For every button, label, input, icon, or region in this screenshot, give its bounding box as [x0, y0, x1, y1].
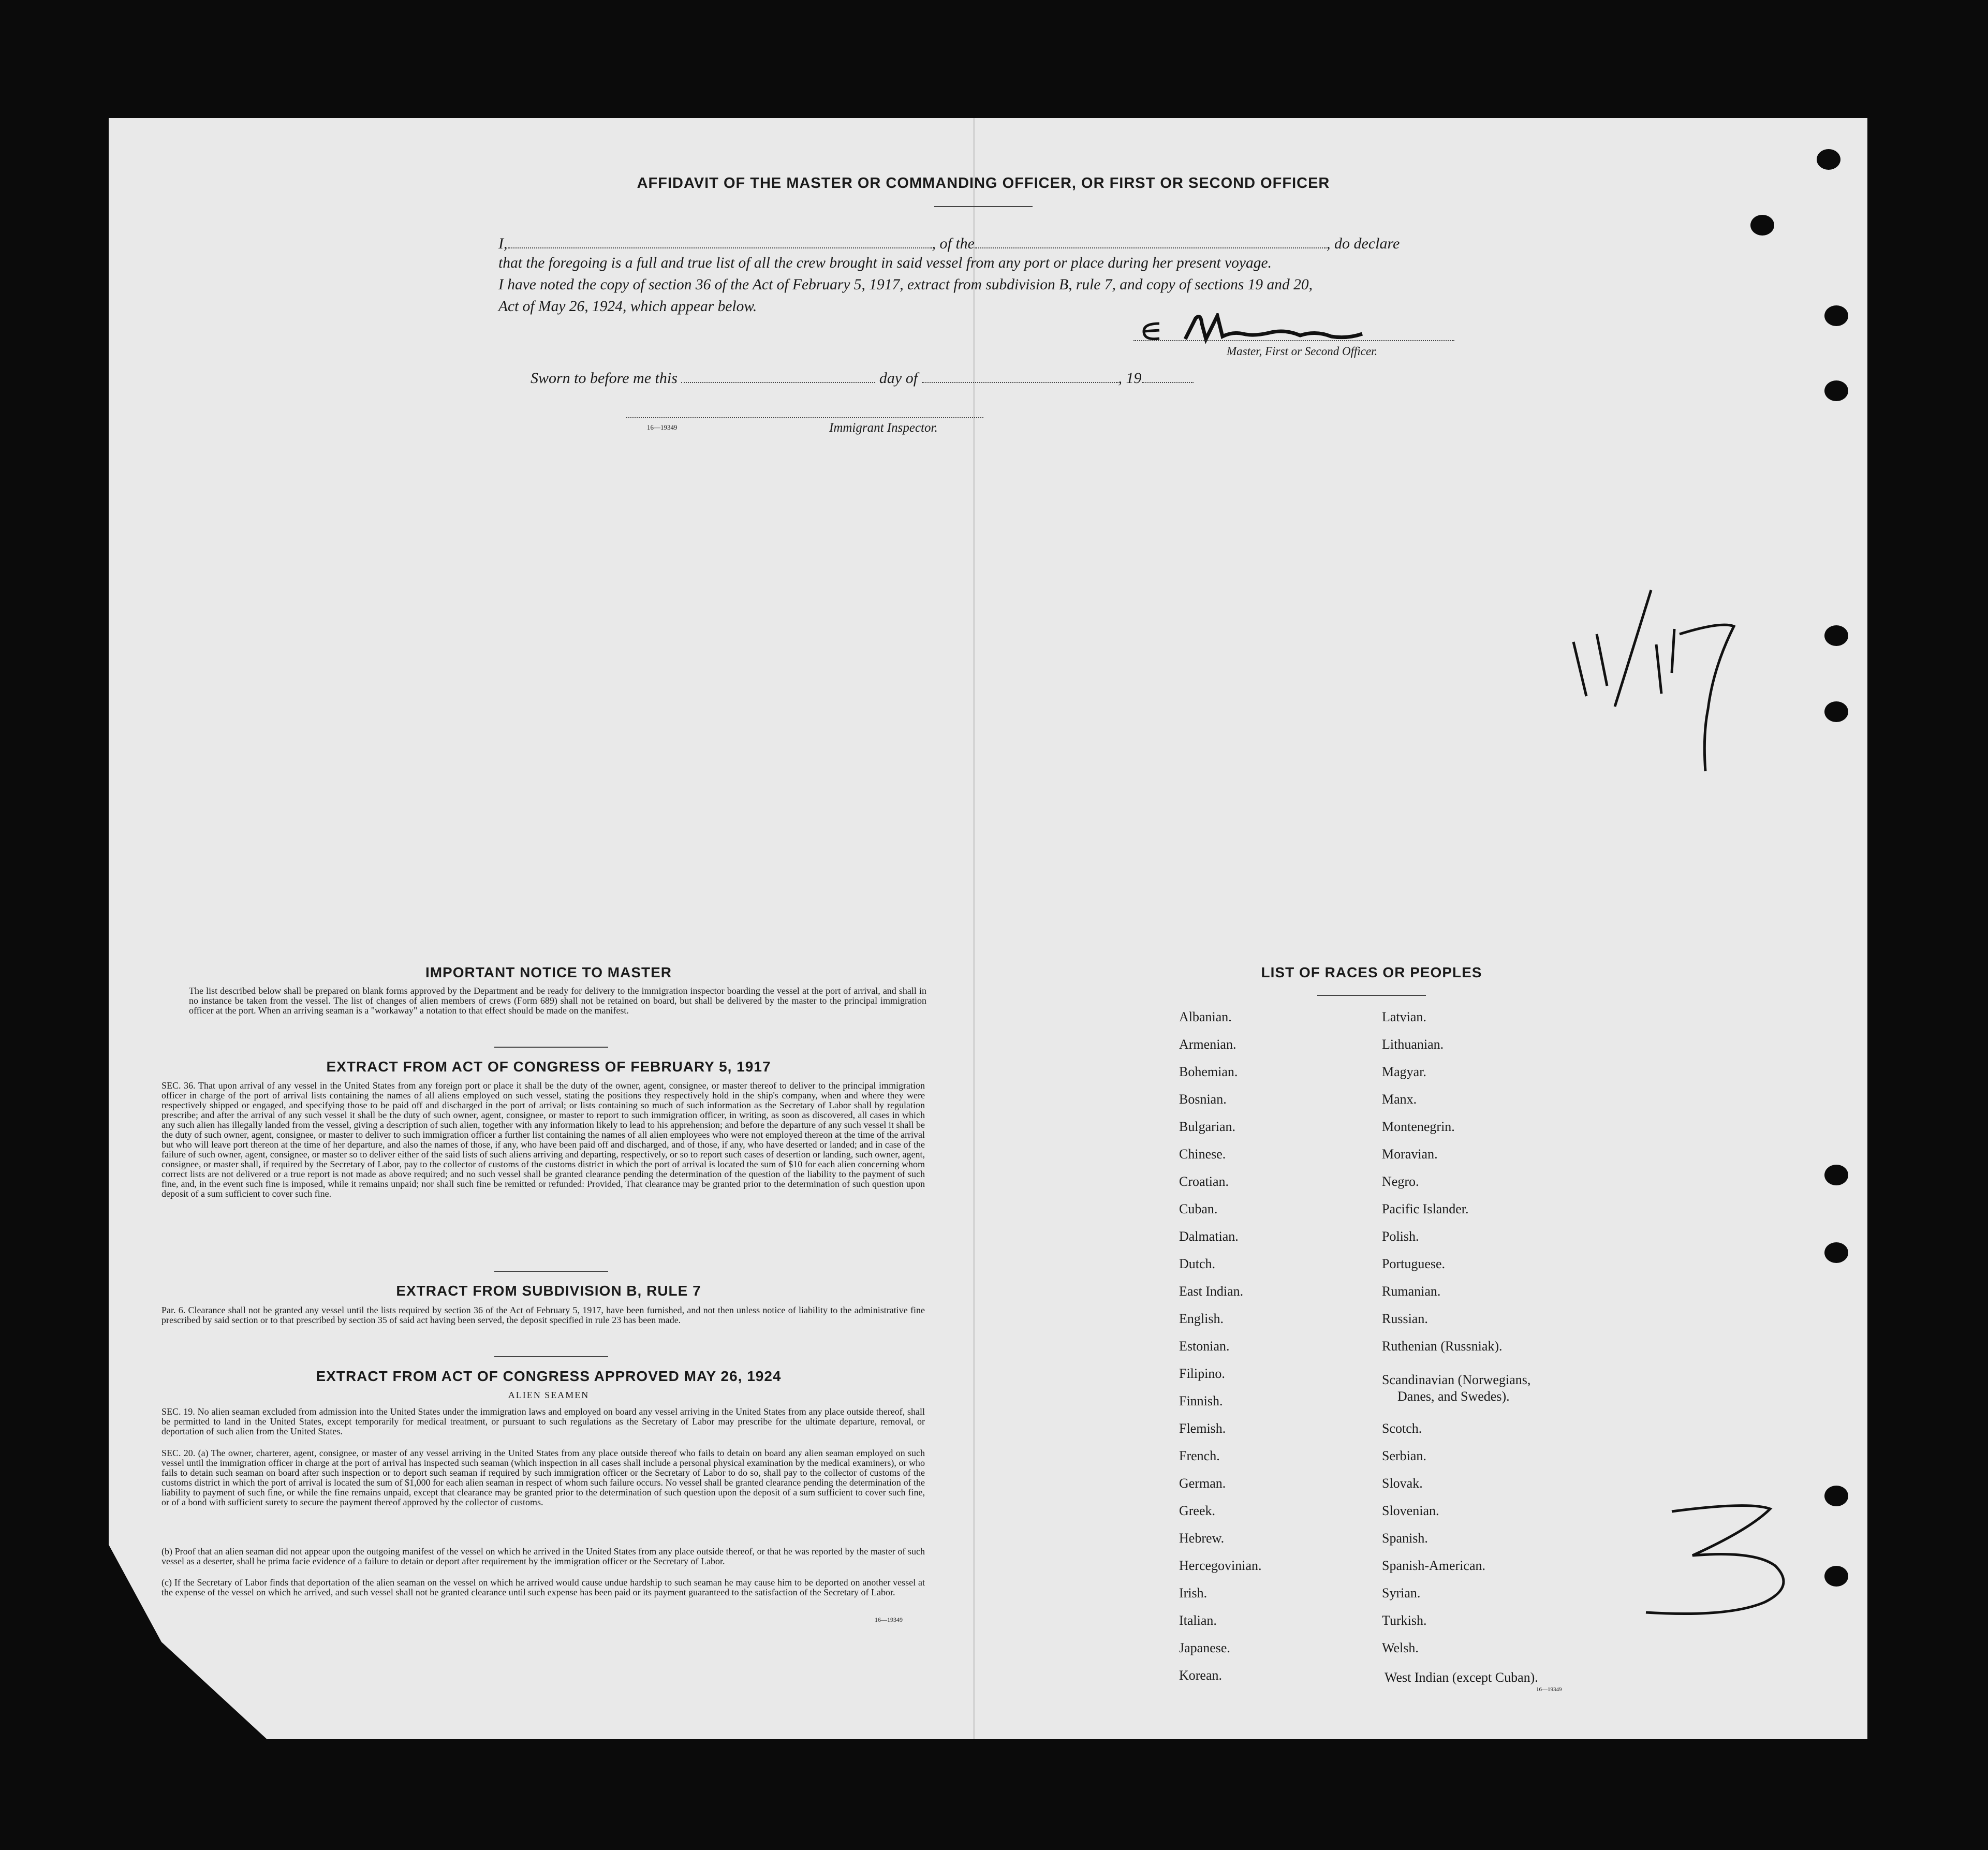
divider	[1317, 995, 1426, 996]
binder-hole	[1824, 1165, 1848, 1185]
declaration-line-4: Act of May 26, 1924, which appear below.	[498, 298, 757, 315]
race-item: Polish.	[1382, 1229, 1419, 1244]
race-item: Magyar.	[1382, 1064, 1426, 1079]
divider	[494, 1271, 608, 1272]
race-item: Filipino.	[1179, 1366, 1225, 1381]
do-declare-label: , do declare	[1327, 235, 1400, 252]
year-blank	[1142, 366, 1194, 383]
race-item: Spanish.	[1382, 1531, 1428, 1546]
race-item: Pacific Islander.	[1382, 1201, 1469, 1216]
divider	[494, 1356, 608, 1357]
race-item: Dalmatian.	[1179, 1229, 1239, 1244]
binder-hole	[1824, 305, 1848, 326]
signature-line	[1133, 340, 1454, 341]
race-item: Korean.	[1179, 1668, 1223, 1683]
section-20a: SEC. 20. (a) The owner, charterer, agent, consignee, or master of any vessel arriving in the United States from any place outside thereof who fails to detain on board any alien seaman employed on such vessel until the immigration officer in charge at the port of arrival has inspected such seaman (which inspection in all cases shall include a personal physical examination by the medical examiners), or who fails to detain such seaman on board after such inspection or to deport such seaman if required by such immigration officer or the Secretary of Labor to do so, shall pay to the collector of customs of the customs district in which the port of arrival is located the sum of $1,000 for each alien seaman in respect of whom such failure occurs. No vessel shall be granted clearance pending the determination of the liability to payment of such fine, or while the fine remains unpaid, except that clearance may be granted prior to the determination of such question upon the deposit of a sum sufficient to cover such fine, or of a bond with sufficient surety to secure the payment thereof approved by the collector of customs.	[161, 1448, 925, 1507]
declaration-line-2: that the foregoing is a full and true list of all the crew brought in said vessel from any port or place during her present voyage.	[498, 255, 1272, 271]
race-item: Scandinavian (Norwegians,	[1382, 1372, 1531, 1387]
divider	[494, 1047, 608, 1048]
race-item: German.	[1179, 1476, 1226, 1491]
master-signature	[1128, 313, 1460, 349]
race-item: Russian.	[1382, 1311, 1428, 1326]
form-number: 16—19349	[875, 1616, 903, 1623]
race-item: Hercegovinian.	[1179, 1558, 1262, 1573]
binder-hole	[1824, 380, 1848, 401]
race-item: French.	[1179, 1448, 1220, 1463]
race-item: Cuban.	[1179, 1201, 1218, 1216]
race-item: Latvian.	[1382, 1009, 1426, 1024]
race-item: Moravian.	[1382, 1147, 1438, 1162]
race-item: Slovenian.	[1382, 1503, 1439, 1518]
race-item: Manx.	[1382, 1092, 1417, 1107]
extract-1924-subtitle: ALIEN SEAMEN	[508, 1390, 590, 1400]
extract-1924-title: EXTRACT FROM ACT OF CONGRESS APPROVED MAY 26, 1924	[316, 1368, 782, 1384]
binder-hole	[1824, 1242, 1848, 1263]
race-item: Lithuanian.	[1382, 1037, 1444, 1052]
race-item: Dutch.	[1179, 1256, 1216, 1271]
day-blank	[681, 366, 875, 383]
notice-body: The list described below shall be prepared on blank forms approved by the Department and be ready for delivery to the immigration inspector boarding the vessel at the port of arrival, and shall in no instance be taken from the vessel. The list of changes of alien members of crews (Form 689) shall not be retained on board, but shall be delivered by the master to the principal immigration officer at the port. When an arriving seaman is a "workaway" a notation to that effect should be made on the manifest.	[189, 986, 926, 1016]
binder-hole	[1824, 701, 1848, 722]
race-item: Negro.	[1382, 1174, 1419, 1189]
race-item: Armenian.	[1179, 1037, 1236, 1052]
race-item: East Indian.	[1179, 1284, 1244, 1299]
race-item-continued: Danes, and Swedes).	[1397, 1389, 1510, 1404]
fold-line	[973, 118, 975, 1739]
race-item: Chinese.	[1179, 1147, 1226, 1162]
handwritten-number-top	[1563, 580, 1749, 782]
race-item: Turkish.	[1382, 1613, 1427, 1628]
race-item: Spanish-American.	[1382, 1558, 1486, 1573]
section-20b: (b) Proof that an alien seaman did not appear upon the outgoing manifest of the vessel on which he arrived in the United States from any place outside thereof, or that he was reported by the master of such vessel as a deserter, shall be prima facie evidence of a failure to detain or deport after requirement by the immigration officer or the Secretary of Labor.	[161, 1546, 925, 1566]
subdivision-b-body: Par. 6. Clearance shall not be granted any vessel until the lists required by section 36 of the Act of February 5, 1917, have been furnished, and not then unless notice of liability to the administrative fine prescribed by said section or to that prescribed by section 35 of said act having been served, the deposit specified in rule 23 has been made.	[161, 1305, 925, 1325]
binder-hole	[1824, 1566, 1848, 1587]
handwritten-number-bottom	[1630, 1496, 1796, 1625]
race-item: Bohemian.	[1179, 1064, 1238, 1079]
races-title: LIST OF RACES OR PEOPLES	[1261, 964, 1482, 980]
binder-hole	[1824, 1486, 1848, 1506]
section-19: SEC. 19. No alien seaman excluded from admission into the United States under the immigration laws and employed on board any vessel arriving in the United States from any place outside thereof, shall be permitted to land in the United States, except temporarily for medical treatment, or pursuant to such regulations as the Secretary of Labor may prescribe for the ultimate departure, removal, or deportation of such alien from the United States.	[161, 1406, 925, 1436]
month-blank	[922, 366, 1118, 383]
divider	[934, 206, 1033, 207]
race-item: Irish.	[1179, 1585, 1207, 1601]
form-number: 16—19349	[647, 423, 678, 431]
race-item: Flemish.	[1179, 1421, 1226, 1436]
declaration-line-3: I have noted the copy of section 36 of the Act of February 5, 1917, extract from subdivision B, rule 7, and copy of sections 19 and 20,	[498, 276, 1313, 293]
binder-hole	[1750, 215, 1774, 236]
name-blank	[508, 232, 932, 248]
race-item: Syrian.	[1382, 1585, 1421, 1601]
race-item: Croatian.	[1179, 1174, 1229, 1189]
extract-1917-body: SEC. 36. That upon arrival of any vessel in the United States from any foreign port or place it shall be the duty of the owner, agent, consignee, or master thereof to deliver to the principal immigration officer in charge of the port of arrival lists containing the names of all aliens employed on such vessel, stating the positions they respectively hold in the ship's company, when and where they were respectively shipped or engaged, and specifying those to be paid off and discharged in the port of arrival; or lists containing so much of such information as the Secretary of Labor shall by regulation prescribe; and after the arrival of any such vessel it shall be the duty of such owner, agent, consignee, or master to report to such immigration officer, in writing, as soon as discovered, all cases in which any such alien has illegally landed from the vessel, giving a description of such alien, together with any information likely to lead to his apprehension; and before the departure of any such vessel it shall be the duty of such owner, agent, consignee, or master to deliver to such immigration officer a further list containing the names of all alien employees who were not employed thereon at the time of the arrival but who will leave port thereon at the time of her departure, and also the names of those, if any, who have been paid off and discharged, and of those, if any, who have deserted or landed; and in case of the failure of such owner, agent, consignee, or master so to deliver either of the said lists of such aliens arriving and departing, respectively, or so to report such cases of desertion or landing, such owner, agent, consignee, or master shall, if required by the Secretary of Labor, pay to the collector of customs of the customs district in which the port of arrival is located the sum of $10 for each alien concerning whom correct lists are not delivered or a true report is not made as above required; and no such vessel shall be granted clearance pending the determination of the question of the liability to the payment of such fine, and, in the event such fine is imposed, while it remains unpaid; nor shall such fine be remitted or refunded: Provided, That clearance may be granted prior to the determination of such question upon deposit of a sum sufficient to cover such fine.	[161, 1080, 925, 1199]
binder-hole	[1824, 625, 1848, 646]
notice-title: IMPORTANT NOTICE TO MASTER	[425, 964, 672, 980]
race-item: Finnish.	[1179, 1393, 1223, 1408]
section-20c: (c) If the Secretary of Labor finds that deportation of the alien seaman on the vessel on which he arrived would cause undue hardship to such seaman he may cause him to be deported on another vessel at the expense of the vessel on which he arrived, and such vessel shall not be granted clearance until such expense has been paid or its payment guaranteed to the satisfaction of the Secretary of Labor.	[161, 1577, 925, 1597]
binder-hole	[1817, 149, 1840, 170]
race-item: West Indian (except Cuban).	[1385, 1670, 1538, 1685]
year-label: , 19	[1118, 370, 1142, 387]
sworn-label: Sworn to before me this	[531, 370, 678, 387]
race-item: Albanian.	[1179, 1009, 1232, 1024]
race-item: Scotch.	[1382, 1421, 1422, 1436]
extract-1917-title: EXTRACT FROM ACT OF CONGRESS OF FEBRUARY 5, 1917	[326, 1059, 771, 1075]
race-item: Hebrew.	[1179, 1531, 1225, 1546]
of-the-label: , of the	[932, 235, 975, 252]
race-item: Portuguese.	[1382, 1256, 1446, 1271]
race-item: Rumanian.	[1382, 1284, 1441, 1299]
declaration-line-1	[498, 232, 1482, 253]
race-item: Italian.	[1179, 1613, 1217, 1628]
affidavit-title: AFFIDAVIT OF THE MASTER OR COMMANDING OFFICER, OR FIRST OR SECOND OFFICER	[637, 175, 1330, 192]
day-of-label: day of	[879, 370, 918, 387]
signature-caption: Master, First or Second Officer.	[1227, 345, 1378, 358]
race-item: Japanese.	[1179, 1640, 1230, 1655]
inspector-caption: Immigrant Inspector.	[829, 421, 938, 435]
race-item: English.	[1179, 1311, 1224, 1326]
race-item: Bosnian.	[1179, 1092, 1227, 1107]
form-number: 16—19349	[1536, 1686, 1562, 1693]
vessel-blank	[975, 232, 1327, 248]
race-item: Estonian.	[1179, 1339, 1230, 1354]
i-label: I,	[498, 235, 508, 252]
race-item: Ruthenian (Russniak).	[1382, 1339, 1503, 1354]
race-item: Greek.	[1179, 1503, 1216, 1518]
sworn-line	[531, 366, 1307, 387]
inspector-line	[626, 417, 983, 418]
subdivision-b-title: EXTRACT FROM SUBDIVISION B, RULE 7	[396, 1283, 701, 1299]
race-item: Serbian.	[1382, 1448, 1426, 1463]
race-item: Bulgarian.	[1179, 1119, 1236, 1134]
race-item: Welsh.	[1382, 1640, 1419, 1655]
race-item: Montenegrin.	[1382, 1119, 1455, 1134]
race-item: Slovak.	[1382, 1476, 1423, 1491]
